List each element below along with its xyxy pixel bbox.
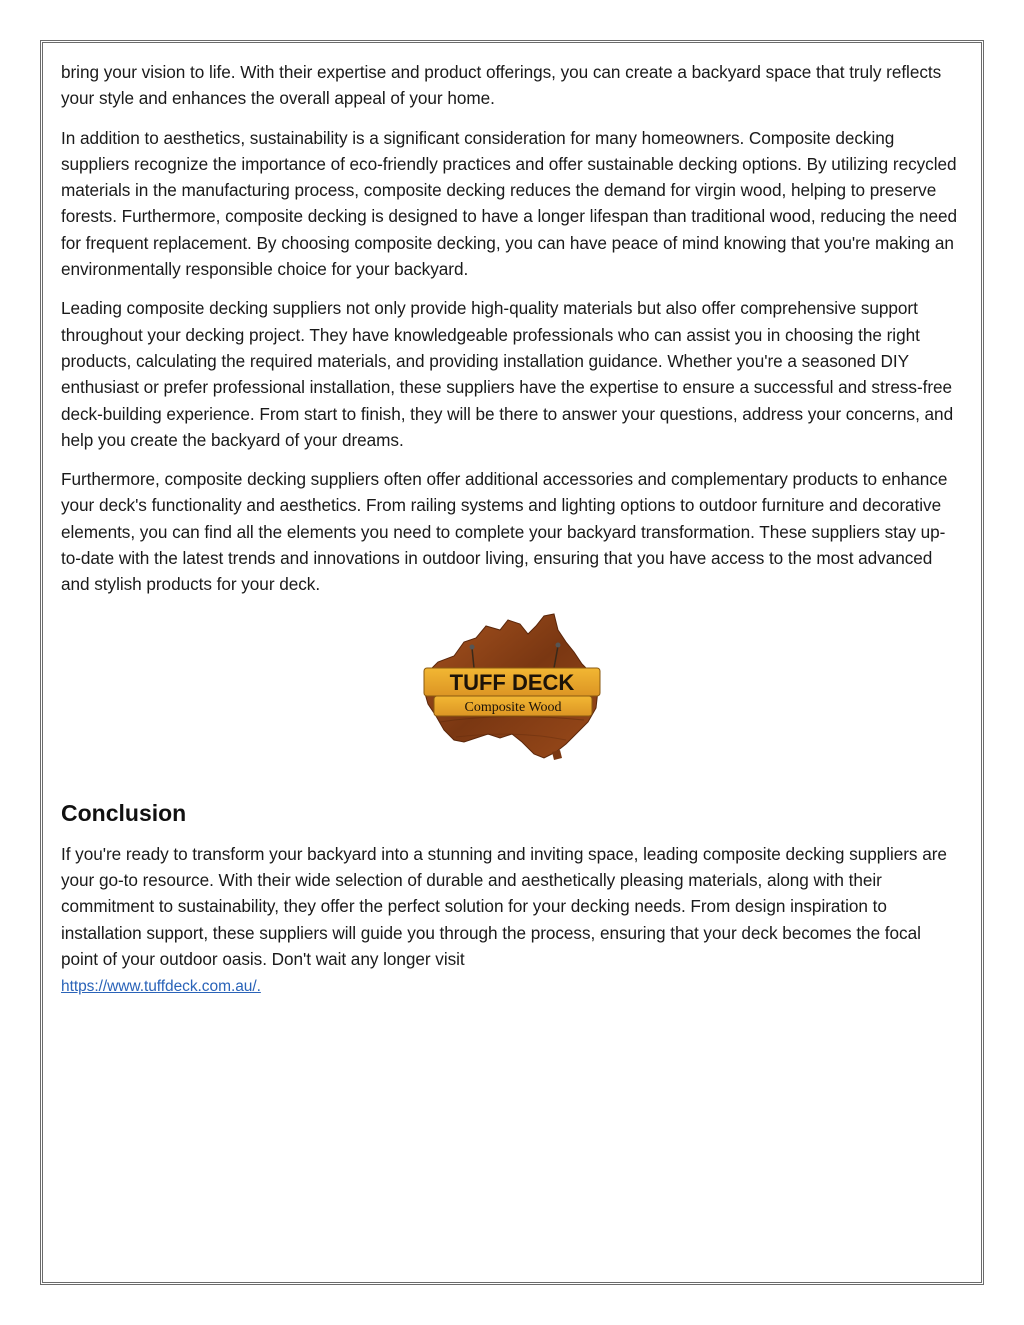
logo-brand-text: TUFF DECK (449, 669, 575, 695)
paragraph-sustainability: In addition to aesthetics, sustainability is a significant consideration for many homeowners. Composite decking suppliers recognize the importance of eco-friendly practices and offer sustainable decking options. By utilizing recycled materials in the manufacturing process, composite decking reduces the demand for virgin wood, helping to preserve forests. Furthermore, composite decking is designed to have a longer lifespan than traditional wood, reducing the need for frequent replacement. By choosing composite decking, you can have peace of mind knowing that you're making an environmentally responsible choice for your backyard. (61, 127, 958, 280)
tuff-deck-logo-image (416, 612, 606, 762)
paragraph-accessories: Furthermore, composite decking suppliers often offer additional accessories and complementary products to enhance your deck's functionality and aesthetics. From railing systems and lighting options to outdoor furniture and decorative elements, you can find all the elements you need to complete your backyard transformation. These suppliers stay up-to-date with the latest trends and innovations in outdoor living, ensuring that you have access to the most advanced and stylish products for your deck. (61, 469, 948, 595)
logo-tagline-text: Composite Wood (464, 699, 562, 715)
tuff-deck-logo (61, 612, 961, 762)
conclusion-heading: Conclusion (61, 799, 187, 826)
tuffdeck-website-link[interactable]: https://www.tuffdeck.com.au/. (61, 978, 261, 996)
document-body (61, 59, 961, 1000)
paragraph-support: Leading composite decking suppliers not only provide high-quality materials but also offer comprehensive support throughout your decking project. They have knowledgeable professionals who can assist you in choosing the right products, calculating the required materials, and providing installation guidance. Whether you're a seasoned DIY enthusiast or prefer professional installation, these suppliers have the expertise to ensure a successful and stress-free deck-building experience. From start to finish, they will be there to answer your questions, address your concerns, and help you create the backyard of your dreams. (61, 298, 954, 450)
paragraph-vision: bring your vision to life. With their expertise and product offerings, you can create a backyard space that truly reflects your style and enhances the overall appeal of your home. (61, 62, 942, 109)
conclusion-text: If you're ready to transform your backyard into a stunning and inviting space, leading composite decking suppliers are your go-to resource. With their wide selection of durable and aesthetically pleasing materials, along with their commitment to sustainability, they offer the perfect solution for your decking needs. From design inspiration to installation support, these suppliers will guide you through the process, ensuring that your deck becomes the focal point of your outdoor oasis. Don't wait any longer visit (61, 843, 947, 969)
paragraph-conclusion (61, 841, 961, 1001)
